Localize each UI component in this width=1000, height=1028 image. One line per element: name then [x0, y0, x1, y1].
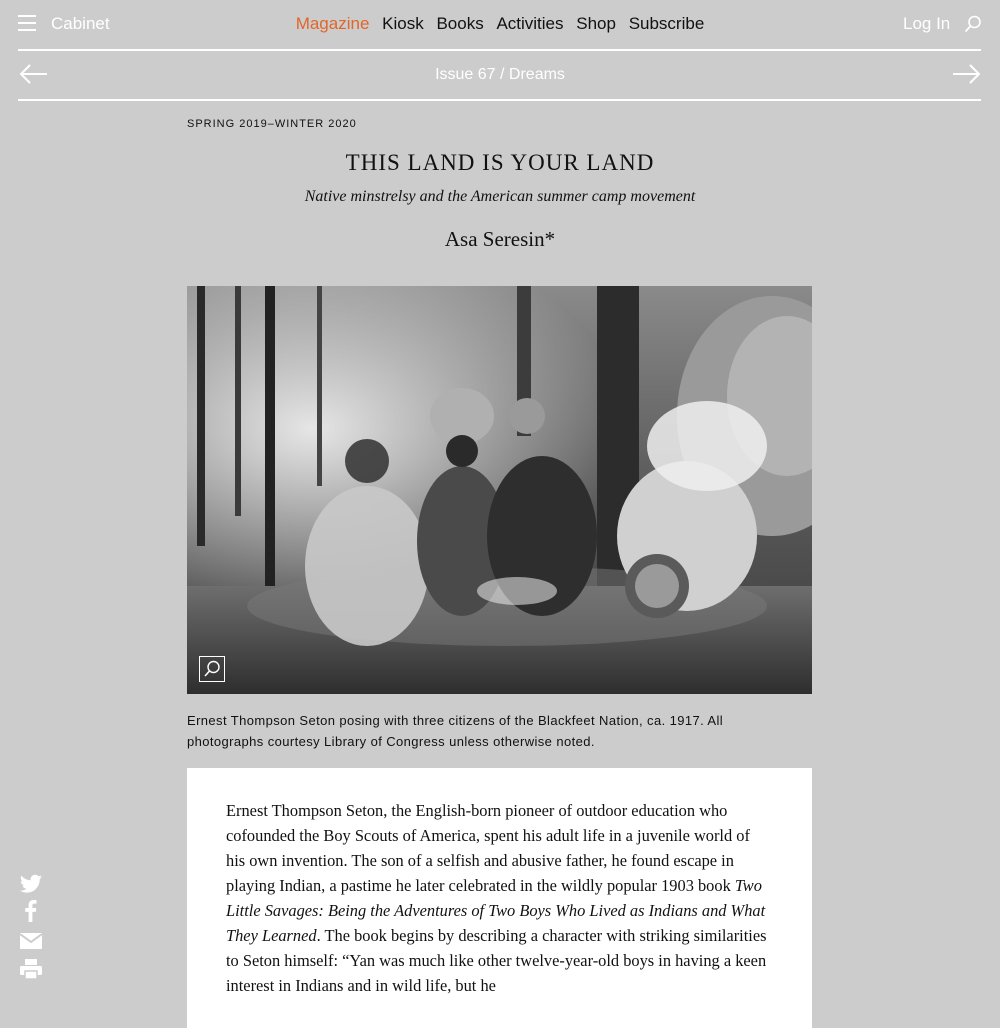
nav-item-books[interactable]: Books	[436, 14, 484, 33]
main-nav	[0, 14, 1000, 34]
divider	[18, 99, 981, 101]
photo-caption: Ernest Thompson Seton posing with three citizens of the Blackfeet Nation, ca. 1917. All photographs courtesy Library of Congress unless otherwise noted.	[187, 713, 724, 749]
nav-item-subscribe[interactable]: Subscribe	[628, 14, 705, 33]
brand-logo[interactable]: Cabinet	[51, 14, 110, 33]
twitter-icon[interactable]	[19, 873, 43, 895]
article-subtitle: Native minstrelsy and the American summer camp movement	[304, 188, 696, 205]
issue-season: SPRING 2019–WINTER 2020	[187, 118, 357, 130]
print-icon[interactable]	[19, 958, 43, 980]
body-text-part1: Ernest Thompson Seton, the English-born pioneer of outdoor education who cofounded the Boy Scouts of America, spent his adult life in a juvenile world of his own invention. The son of a selfish and abusive father, he found escape in playing Indian, a pastime he later celebrated in the wildly popular 1903 book	[226, 801, 750, 895]
email-icon[interactable]	[19, 930, 43, 952]
body-text-part2: . The book begins by describing a character with striking similarities to Seton himself: “Yan was much like other twelve-year-old boys in having a keen interest in Indians and in wild life, but he	[226, 926, 767, 995]
search-icon[interactable]	[964, 15, 982, 33]
issue-theme-link[interactable]: Dreams	[508, 66, 565, 83]
issue-separator: /	[495, 66, 509, 83]
article-title: THIS LAND IS YOUR LAND	[345, 150, 655, 175]
issue-bar	[0, 50, 1000, 100]
top-navigation	[0, 0, 1000, 50]
book-title: Two Little Savages: Being the Adventures of Two Boys Who Lived as Indians and What They Learned	[226, 876, 766, 945]
article-author: Asa Seresin*	[444, 227, 556, 251]
zoom-icon	[200, 657, 224, 681]
article-body	[187, 768, 812, 1028]
article-paragraph	[187, 768, 812, 998]
article-photo[interactable]	[187, 286, 812, 694]
login-link[interactable]: Log In	[903, 14, 951, 33]
photo-illustration	[187, 286, 812, 694]
arrow-right-icon[interactable]	[952, 62, 982, 86]
nav-item-kiosk[interactable]: Kiosk	[382, 14, 424, 33]
issue-title	[0, 66, 1000, 84]
facebook-icon[interactable]	[19, 900, 43, 922]
nav-item-magazine[interactable]: Magazine	[295, 14, 370, 33]
issue-number-link[interactable]: Issue 67	[435, 66, 496, 83]
nav-item-activities[interactable]: Activities	[496, 14, 564, 33]
nav-item-shop[interactable]: Shop	[576, 14, 616, 33]
zoom-button[interactable]	[199, 656, 225, 682]
